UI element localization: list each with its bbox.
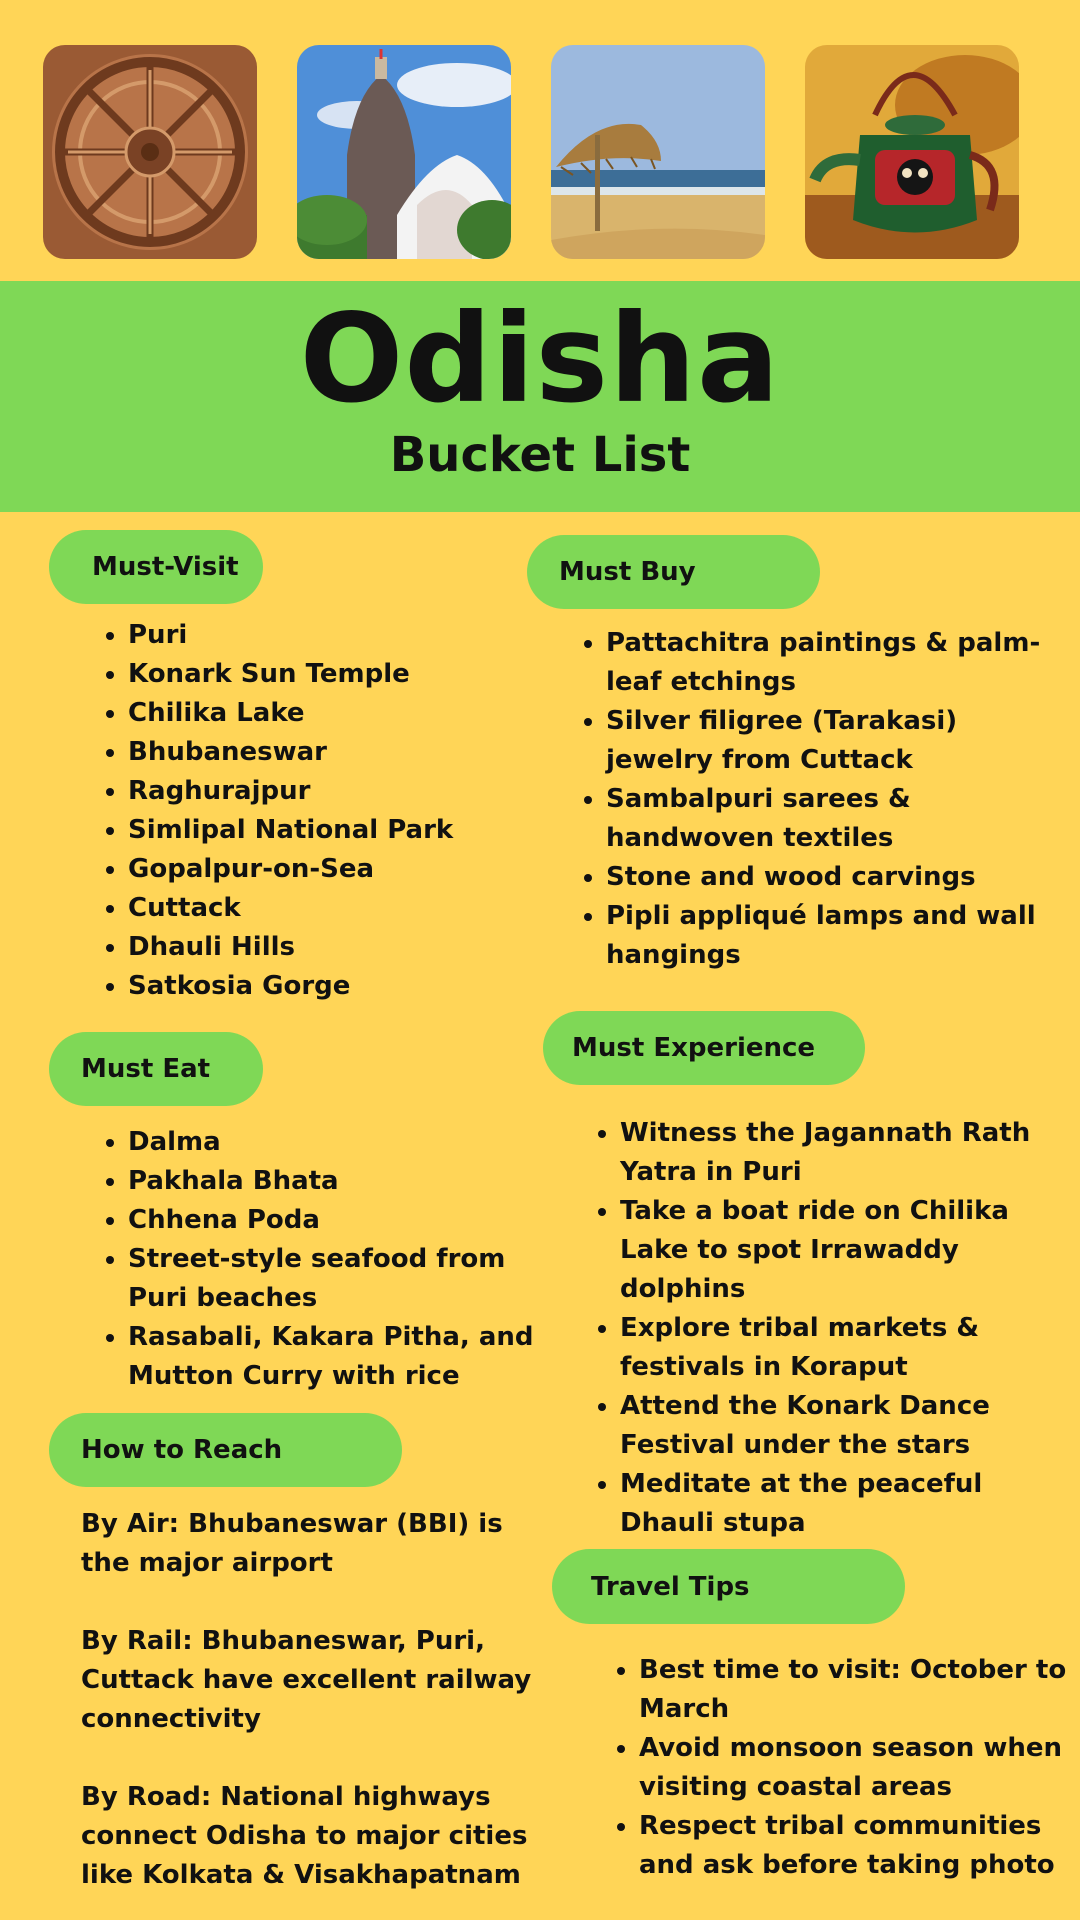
beach-umbrella-photo — [551, 45, 765, 259]
list-item: • Avoid monsoon season when visiting coastal areas — [639, 1729, 1079, 1807]
list-item: • Cuttack — [128, 889, 528, 928]
list-item: • Respect tribal communities and ask before taking photo — [639, 1807, 1079, 1885]
list-item: • Witness the Jagannath Rath Yatra in Puri — [620, 1114, 1050, 1192]
must-buy-list — [574, 624, 1046, 975]
list-item: • Silver filigree (Tarakasi) jewelry from Cuttack — [606, 702, 1046, 780]
page-title: Odisha — [299, 288, 781, 430]
list-item: • Dalma — [128, 1123, 558, 1162]
must-visit-list — [96, 616, 528, 1006]
konark-wheel-photo — [43, 45, 257, 259]
how-to-reach-heading: How to Reach — [49, 1413, 402, 1487]
list-item: • Chilika Lake — [128, 694, 528, 733]
must-experience-list — [588, 1114, 1050, 1543]
list-item: • Pipli appliqué lamps and wall hangings — [606, 897, 1046, 975]
list-item: • Puri — [128, 616, 528, 655]
must-experience-heading: Must Experience — [543, 1011, 865, 1085]
list-item: • Take a boat ride on Chilika Lake to spot Irrawaddy dolphins — [620, 1192, 1050, 1309]
reach-by-road: By Road: National highways connect Odisha to major cities like Kolkata & Visakhapatnam — [81, 1782, 528, 1890]
travel-tips-list — [607, 1651, 1079, 1885]
list-item: • Attend the Konark Dance Festival under the stars — [620, 1387, 1050, 1465]
list-item: • Explore tribal markets & festivals in Koraput — [620, 1309, 1050, 1387]
list-item: • Best time to visit: October to March — [639, 1651, 1079, 1729]
list-item: • Stone and wood carvings — [606, 858, 1046, 897]
list-item: • Raghurajpur — [128, 772, 528, 811]
reach-by-air: By Air: Bhubaneswar (BBI) is the major airport — [81, 1509, 503, 1578]
title-banner — [0, 281, 1080, 512]
list-item: • Konark Sun Temple — [128, 655, 528, 694]
list-item: • Satkosia Gorge — [128, 967, 528, 1006]
reach-by-rail: By Rail: Bhubaneswar, Puri, Cuttack have excellent railway connectivity — [81, 1626, 532, 1734]
travel-tips-heading: Travel Tips — [552, 1549, 905, 1624]
list-item: • Pakhala Bhata — [128, 1162, 558, 1201]
page-subtitle: Bucket List — [389, 427, 691, 483]
list-item: • Dhauli Hills — [128, 928, 528, 967]
must-visit-heading: Must-Visit — [49, 530, 263, 604]
list-item: • Meditate at the peaceful Dhauli stupa — [620, 1465, 1050, 1543]
list-item: • Pattachitra paintings & palm-leaf etchings — [606, 624, 1046, 702]
list-item: • Gopalpur-on-Sea — [128, 850, 528, 889]
jagannath-temple-photo — [297, 45, 511, 259]
must-eat-heading: Must Eat — [49, 1032, 263, 1106]
must-eat-list — [96, 1123, 558, 1396]
list-item: • Simlipal National Park — [128, 811, 528, 850]
list-item: • Sambalpuri sarees & handwoven textiles — [606, 780, 1046, 858]
must-buy-heading: Must Buy — [527, 535, 820, 609]
list-item: • Bhubaneswar — [128, 733, 528, 772]
painted-kettle-photo — [805, 45, 1019, 259]
list-item: • Street-style seafood from Puri beaches — [128, 1240, 558, 1318]
list-item: • Rasabali, Kakara Pitha, and Mutton Curry with rice — [128, 1318, 558, 1396]
list-item: • Chhena Poda — [128, 1201, 558, 1240]
